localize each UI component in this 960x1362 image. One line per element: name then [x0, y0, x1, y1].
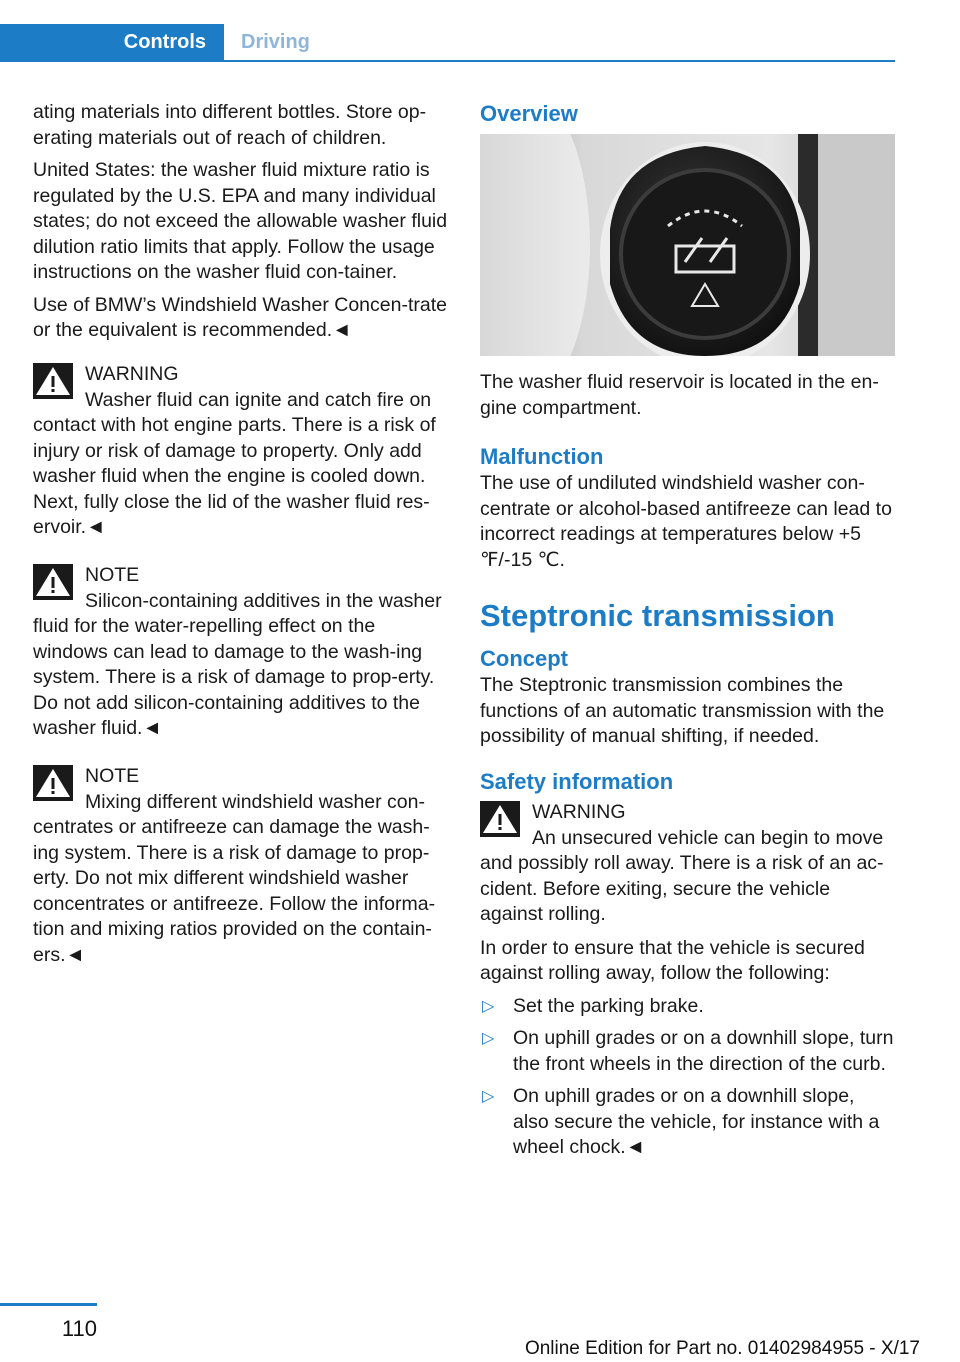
list-item	[480, 1084, 895, 1161]
triangle-bullet-icon: ▷	[482, 997, 495, 1015]
note-text: Mixing different windshield washer con‐centrates or antifreeze can damage the wash‐ing system. There is a risk of damage to prop‐erty. Do not mix different windshield washer concentrates or antifreeze. Follow the informa‐tion and mixing ratios provided on the contain‐ers.◄	[33, 790, 436, 966]
page-number: 110	[61, 1316, 97, 1341]
right-column	[480, 100, 895, 1168]
triangle-bullet-icon: ▷	[482, 1088, 495, 1105]
tab-controls[interactable]: Controls	[0, 24, 224, 60]
footer-rule	[0, 1303, 97, 1306]
warning-text: An unsecured vehicle can begin to move and possibly roll away. There is a risk of an ac‐cident. Before exiting, secure the vehicle against rolling.	[480, 826, 884, 925]
warning-triangle-icon	[480, 801, 520, 837]
list-item-text: On uphill grades or on a downhill slope, also secure the vehicle, for instance with a wheel chock.◄	[513, 1085, 880, 1158]
header-tabs	[0, 24, 895, 62]
malfunction-heading: Malfunction	[480, 444, 604, 469]
warning-block	[33, 360, 448, 541]
left-column	[33, 100, 448, 976]
edition-text: Online Edition for Part no. 01402984955 - X/17	[524, 1338, 920, 1359]
note-text: Silicon-containing additives in the washer fluid for the water-repelling effect on the windows can lead to damage to the wash‐ing system. There is a risk of damage to prop‐erty. Do not add silicon-containing additives to the washer fluid.◄	[33, 589, 442, 739]
steps-list	[480, 994, 895, 1161]
paragraph: United States: the washer fluid mixture ratio is regulated by the U.S. EPA and many individual states; do not exceed the allowable washer fluid dilution ratio limits that apply. Follow the usage instructions on the washer fluid con‐tainer.	[33, 159, 448, 283]
warning-triangle-icon	[33, 564, 73, 600]
concept-text: The Steptronic transmission combines the functions of an automatic transmission with the possibility of manual shifting, if needed.	[480, 674, 885, 747]
malfunction-text: The use of undiluted windshield washer con‐centrate or alcohol-based antifreeze can lead to incorrect readings at temperatures below +5 ℉/-15 ℃.	[480, 472, 892, 571]
safety-heading: Safety information	[480, 768, 674, 794]
section-heading: Steptronic transmission	[480, 598, 835, 633]
overview-heading: Overview	[480, 101, 578, 126]
tab-driving[interactable]: Driving	[241, 31, 310, 53]
note-title: NOTE	[85, 563, 140, 586]
note-block	[33, 561, 448, 742]
list-item-text: Set the parking brake.	[513, 994, 704, 1017]
list-item	[480, 1026, 895, 1077]
warning-triangle-icon	[33, 765, 73, 801]
paragraph: ating materials into different bottles. Store op‐erating materials out of reach of children.	[33, 101, 427, 149]
note-title: NOTE	[85, 764, 140, 787]
warning-title: WARNING	[85, 362, 179, 385]
warning-text: Washer fluid can ignite and catch fire on contact with hot engine parts. There is a risk of injury or risk of damage to property. Only add washer fluid when the engine is cooled down. Next, fully close the lid of the washer fluid res‐ervoir.◄	[33, 388, 436, 538]
list-item	[480, 994, 895, 1020]
warning-title: WARNING	[532, 800, 626, 823]
paragraph: Use of BMW’s Windshield Washer Concen‐trate or the equivalent is recommended.◄	[33, 293, 447, 341]
washer-cap-illustration	[480, 134, 895, 356]
concept-heading: Concept	[480, 646, 568, 671]
warning-triangle-icon	[33, 363, 73, 399]
triangle-bullet-icon: ▷	[482, 1030, 495, 1047]
overview-text: The washer fluid reservoir is located in the en‐gine compartment.	[480, 371, 879, 419]
note-block	[33, 762, 448, 969]
washer-reservoir-photo	[480, 134, 895, 356]
warning-block	[480, 798, 895, 928]
list-item-text: On uphill grades or on a downhill slope, turn the front wheels in the direction of the curb.	[513, 1027, 894, 1075]
secure-text: In order to ensure that the vehicle is secured against rolling away, follow the following:	[480, 936, 865, 984]
